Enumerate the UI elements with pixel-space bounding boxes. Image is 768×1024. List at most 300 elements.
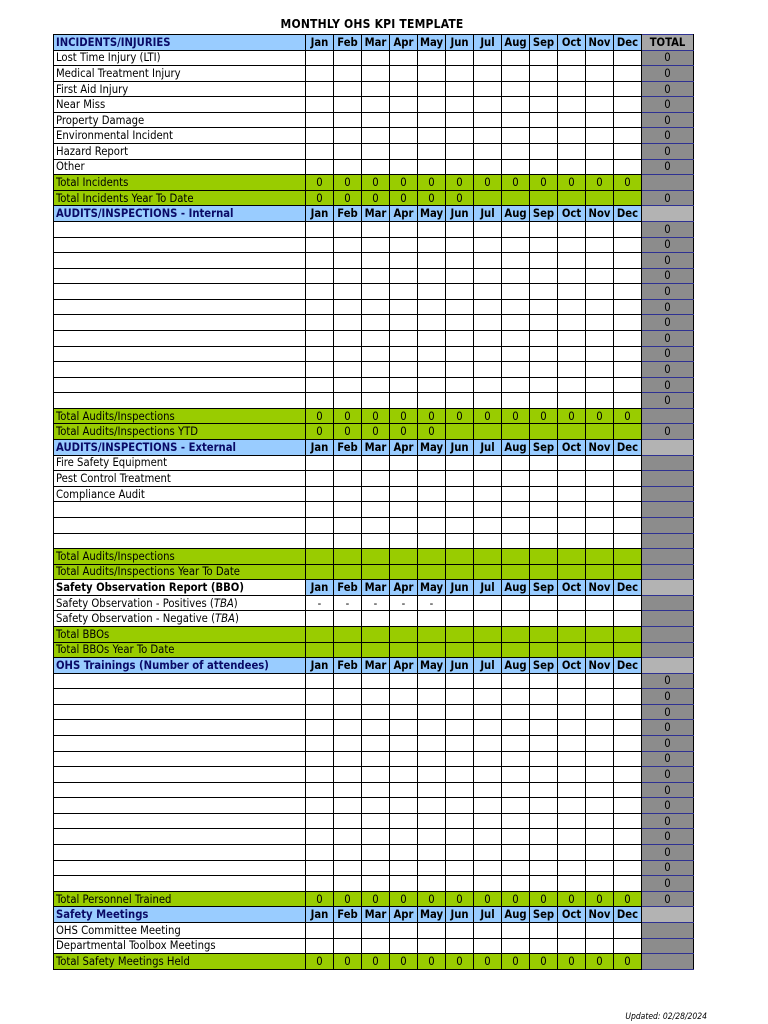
table-row xyxy=(54,829,694,845)
month-cell xyxy=(502,751,530,767)
table-row xyxy=(54,860,694,876)
month-cell xyxy=(306,299,334,315)
month-cell xyxy=(530,424,558,440)
month-cell: 0 xyxy=(474,891,502,907)
month-cell xyxy=(530,767,558,783)
month-cell xyxy=(502,595,530,611)
month-cell xyxy=(446,346,474,362)
month-header: Dec xyxy=(614,580,642,596)
month-cell xyxy=(362,736,390,752)
month-cell: - xyxy=(334,595,362,611)
row-label xyxy=(54,860,306,876)
month-cell xyxy=(334,704,362,720)
month-cell xyxy=(530,595,558,611)
total-cell xyxy=(642,533,694,549)
month-cell: 0 xyxy=(446,190,474,206)
month-cell xyxy=(362,346,390,362)
month-cell xyxy=(362,253,390,269)
month-cell xyxy=(530,549,558,565)
month-cell xyxy=(418,393,446,409)
table-row xyxy=(54,221,694,237)
month-cell xyxy=(390,845,418,861)
month-cell xyxy=(390,673,418,689)
row-label xyxy=(54,81,306,97)
month-cell xyxy=(586,330,614,346)
month-cell xyxy=(530,533,558,549)
month-cell xyxy=(418,268,446,284)
row-label xyxy=(54,408,306,424)
row-label xyxy=(54,502,306,518)
month-cell xyxy=(614,284,642,300)
row-label xyxy=(54,626,306,642)
month-cell xyxy=(306,284,334,300)
month-cell xyxy=(558,938,586,954)
month-cell: 0 xyxy=(306,190,334,206)
month-cell xyxy=(502,486,530,502)
total-cell: 0 xyxy=(642,112,694,128)
month-cell xyxy=(390,237,418,253)
month-cell xyxy=(474,673,502,689)
month-cell: 0 xyxy=(614,175,642,191)
month-cell: 0 xyxy=(586,954,614,970)
month-cell xyxy=(446,767,474,783)
month-cell xyxy=(390,346,418,362)
month-cell xyxy=(530,813,558,829)
month-cell xyxy=(418,346,446,362)
month-cell xyxy=(502,673,530,689)
month-cell: 0 xyxy=(530,891,558,907)
month-cell xyxy=(334,720,362,736)
month-cell xyxy=(390,626,418,642)
month-cell: 0 xyxy=(530,954,558,970)
month-cell xyxy=(502,829,530,845)
month-cell xyxy=(558,362,586,378)
month-cell xyxy=(614,159,642,175)
month-cell xyxy=(306,564,334,580)
month-cell xyxy=(586,813,614,829)
month-cell xyxy=(362,720,390,736)
month-cell xyxy=(306,330,334,346)
total-row xyxy=(54,626,694,642)
month-header: Aug xyxy=(502,907,530,923)
month-cell xyxy=(474,377,502,393)
month-cell xyxy=(474,860,502,876)
total-cell xyxy=(642,549,694,565)
month-header: Sep xyxy=(530,440,558,456)
month-cell xyxy=(558,813,586,829)
month-cell xyxy=(558,720,586,736)
month-header: Jun xyxy=(446,206,474,222)
row-label xyxy=(54,611,306,627)
month-cell: 0 xyxy=(418,175,446,191)
row-label-text: Pest Control Treatment xyxy=(56,471,171,485)
month-cell xyxy=(558,377,586,393)
month-cell xyxy=(586,673,614,689)
month-cell xyxy=(474,128,502,144)
month-cell xyxy=(446,81,474,97)
month-cell xyxy=(558,128,586,144)
total-cell: 0 xyxy=(642,66,694,82)
month-cell xyxy=(614,829,642,845)
month-header: May xyxy=(418,658,446,674)
table-row xyxy=(54,253,694,269)
section-header-row xyxy=(54,206,694,222)
month-cell xyxy=(614,144,642,160)
total-cell: 0 xyxy=(642,782,694,798)
row-label-text: Total Audits/Inspections YTD xyxy=(56,425,199,439)
table-row xyxy=(54,533,694,549)
month-cell xyxy=(558,517,586,533)
month-cell xyxy=(530,128,558,144)
month-cell xyxy=(362,767,390,783)
month-cell xyxy=(614,237,642,253)
total-cell: 0 xyxy=(642,144,694,160)
month-cell xyxy=(614,486,642,502)
month-cell xyxy=(502,611,530,627)
month-cell xyxy=(502,424,530,440)
total-row xyxy=(54,424,694,440)
month-cell xyxy=(586,112,614,128)
month-cell: 0 xyxy=(474,408,502,424)
month-cell xyxy=(362,159,390,175)
month-cell xyxy=(586,237,614,253)
month-cell xyxy=(362,533,390,549)
month-header: Apr xyxy=(390,35,418,51)
table-row xyxy=(54,50,694,66)
table-row xyxy=(54,845,694,861)
month-header: Sep xyxy=(530,907,558,923)
month-cell xyxy=(474,798,502,814)
month-cell xyxy=(446,720,474,736)
month-cell xyxy=(530,144,558,160)
month-cell xyxy=(614,782,642,798)
month-cell xyxy=(446,564,474,580)
month-cell: 0 xyxy=(614,408,642,424)
row-label-text: First Aid Injury xyxy=(56,82,129,96)
row-label xyxy=(54,954,306,970)
month-cell xyxy=(474,938,502,954)
month-cell xyxy=(306,938,334,954)
month-cell xyxy=(418,829,446,845)
month-cell xyxy=(446,798,474,814)
month-cell xyxy=(530,221,558,237)
month-cell xyxy=(446,689,474,705)
month-header: Jun xyxy=(446,658,474,674)
month-cell xyxy=(474,393,502,409)
table-row xyxy=(54,159,694,175)
month-cell xyxy=(558,782,586,798)
month-cell xyxy=(446,393,474,409)
month-cell xyxy=(446,486,474,502)
month-cell xyxy=(334,330,362,346)
month-cell xyxy=(502,268,530,284)
row-label xyxy=(54,315,306,331)
month-header: Dec xyxy=(614,206,642,222)
month-cell xyxy=(502,704,530,720)
month-cell xyxy=(446,611,474,627)
total-cell xyxy=(642,455,694,471)
month-cell xyxy=(586,533,614,549)
month-cell xyxy=(418,50,446,66)
month-cell xyxy=(446,455,474,471)
month-cell xyxy=(530,362,558,378)
month-cell xyxy=(558,81,586,97)
month-cell xyxy=(390,782,418,798)
month-cell xyxy=(446,876,474,892)
month-cell xyxy=(530,564,558,580)
month-cell xyxy=(306,673,334,689)
total-cell: 0 xyxy=(642,362,694,378)
month-cell xyxy=(362,128,390,144)
month-cell xyxy=(418,860,446,876)
month-cell xyxy=(614,393,642,409)
total-row xyxy=(54,954,694,970)
month-cell xyxy=(362,845,390,861)
row-label xyxy=(54,580,306,596)
month-cell xyxy=(390,704,418,720)
month-cell: 0 xyxy=(558,408,586,424)
month-cell xyxy=(530,673,558,689)
month-cell xyxy=(586,50,614,66)
month-cell xyxy=(558,922,586,938)
month-cell xyxy=(586,751,614,767)
month-cell: 0 xyxy=(334,424,362,440)
month-cell xyxy=(334,66,362,82)
month-cell xyxy=(362,798,390,814)
month-cell xyxy=(306,393,334,409)
month-cell xyxy=(586,190,614,206)
row-label xyxy=(54,190,306,206)
total-cell xyxy=(642,922,694,938)
row-label xyxy=(54,673,306,689)
month-cell xyxy=(362,549,390,565)
month-cell xyxy=(390,798,418,814)
month-cell xyxy=(474,97,502,113)
month-cell xyxy=(334,876,362,892)
table-row xyxy=(54,517,694,533)
month-cell xyxy=(558,860,586,876)
month-cell xyxy=(362,97,390,113)
table-row xyxy=(54,673,694,689)
row-label xyxy=(54,299,306,315)
month-cell xyxy=(306,876,334,892)
month-cell xyxy=(502,299,530,315)
month-cell xyxy=(502,564,530,580)
month-cell xyxy=(558,97,586,113)
row-label xyxy=(54,751,306,767)
month-cell xyxy=(530,860,558,876)
month-cell xyxy=(558,611,586,627)
month-cell xyxy=(530,284,558,300)
month-cell xyxy=(474,564,502,580)
month-cell xyxy=(586,315,614,331)
month-cell xyxy=(306,221,334,237)
month-cell xyxy=(474,190,502,206)
month-header: Apr xyxy=(390,907,418,923)
month-cell xyxy=(446,626,474,642)
month-cell xyxy=(530,922,558,938)
month-cell xyxy=(474,611,502,627)
month-cell xyxy=(530,455,558,471)
month-header: Jul xyxy=(474,35,502,51)
month-cell xyxy=(558,284,586,300)
month-cell xyxy=(418,330,446,346)
total-cell: 0 xyxy=(642,81,694,97)
month-cell: 0 xyxy=(306,424,334,440)
month-cell xyxy=(446,144,474,160)
month-header: Jun xyxy=(446,35,474,51)
month-cell xyxy=(558,159,586,175)
month-cell xyxy=(334,673,362,689)
month-cell xyxy=(306,642,334,658)
month-header: Oct xyxy=(558,440,586,456)
month-cell xyxy=(474,486,502,502)
month-cell xyxy=(586,860,614,876)
month-cell xyxy=(362,315,390,331)
month-cell xyxy=(530,751,558,767)
month-cell xyxy=(390,253,418,269)
month-cell xyxy=(530,689,558,705)
month-cell xyxy=(418,502,446,518)
month-cell xyxy=(474,720,502,736)
row-label-text: Lost Time Injury (LTI) xyxy=(56,51,161,65)
month-cell xyxy=(362,471,390,487)
month-cell xyxy=(446,330,474,346)
month-cell xyxy=(390,720,418,736)
month-cell xyxy=(362,362,390,378)
month-cell xyxy=(334,455,362,471)
month-cell xyxy=(558,268,586,284)
month-cell: 0 xyxy=(530,408,558,424)
month-cell xyxy=(390,517,418,533)
month-cell xyxy=(418,876,446,892)
month-cell xyxy=(446,128,474,144)
month-cell xyxy=(502,549,530,565)
month-cell xyxy=(446,533,474,549)
table-row xyxy=(54,128,694,144)
month-cell xyxy=(446,860,474,876)
total-cell: 0 xyxy=(642,860,694,876)
month-cell xyxy=(446,845,474,861)
month-cell xyxy=(306,471,334,487)
table-row xyxy=(54,751,694,767)
month-cell xyxy=(362,611,390,627)
updated-note: Updated: 02/28/2024 xyxy=(625,1012,707,1022)
month-cell xyxy=(418,315,446,331)
row-label-note: TBA xyxy=(213,596,234,610)
month-header: Oct xyxy=(558,35,586,51)
month-cell xyxy=(586,268,614,284)
month-cell xyxy=(390,736,418,752)
table-row xyxy=(54,346,694,362)
month-cell xyxy=(614,922,642,938)
month-cell xyxy=(474,253,502,269)
month-cell xyxy=(362,860,390,876)
month-cell xyxy=(334,564,362,580)
month-cell xyxy=(474,549,502,565)
month-cell xyxy=(614,751,642,767)
month-cell xyxy=(334,798,362,814)
month-cell xyxy=(446,595,474,611)
month-cell xyxy=(586,595,614,611)
month-cell xyxy=(334,736,362,752)
month-cell: 0 xyxy=(446,891,474,907)
month-cell xyxy=(614,424,642,440)
month-cell xyxy=(614,860,642,876)
month-cell xyxy=(446,736,474,752)
month-cell xyxy=(306,377,334,393)
month-cell xyxy=(502,66,530,82)
total-cell: 0 xyxy=(642,221,694,237)
table-row xyxy=(54,97,694,113)
month-cell xyxy=(502,253,530,269)
month-cell xyxy=(474,595,502,611)
month-cell xyxy=(306,813,334,829)
total-cell: 0 xyxy=(642,798,694,814)
total-cell: 0 xyxy=(642,689,694,705)
month-header: Jan xyxy=(306,440,334,456)
row-label-text: INCIDENTS/INJURIES xyxy=(56,35,171,49)
month-cell xyxy=(306,81,334,97)
month-header: Jan xyxy=(306,658,334,674)
row-label xyxy=(54,159,306,175)
month-cell xyxy=(474,829,502,845)
month-cell xyxy=(446,377,474,393)
page-title: MONTHLY OHS KPI TEMPLATE xyxy=(280,17,464,31)
month-header: Jun xyxy=(446,580,474,596)
month-cell xyxy=(530,938,558,954)
month-cell xyxy=(362,751,390,767)
month-cell xyxy=(502,221,530,237)
month-cell xyxy=(390,144,418,160)
month-cell xyxy=(586,564,614,580)
month-cell xyxy=(418,159,446,175)
month-cell xyxy=(446,112,474,128)
month-cell xyxy=(530,253,558,269)
month-cell xyxy=(474,144,502,160)
row-label xyxy=(54,144,306,160)
month-cell xyxy=(586,845,614,861)
total-row xyxy=(54,891,694,907)
month-cell xyxy=(446,938,474,954)
month-cell xyxy=(502,471,530,487)
total-cell xyxy=(642,580,694,596)
row-label xyxy=(54,66,306,82)
month-cell xyxy=(502,97,530,113)
month-cell xyxy=(362,237,390,253)
row-label-text: Property Damage xyxy=(56,113,145,127)
month-cell xyxy=(390,922,418,938)
month-cell xyxy=(362,330,390,346)
month-cell xyxy=(530,66,558,82)
total-cell xyxy=(642,206,694,222)
month-cell xyxy=(586,829,614,845)
month-cell xyxy=(474,455,502,471)
section-header-row xyxy=(54,35,694,51)
month-cell xyxy=(418,362,446,378)
month-header: May xyxy=(418,580,446,596)
month-cell xyxy=(474,813,502,829)
row-label xyxy=(54,907,306,923)
month-header: Nov xyxy=(586,206,614,222)
month-cell: 0 xyxy=(558,891,586,907)
month-cell xyxy=(390,642,418,658)
month-cell xyxy=(502,284,530,300)
row-label xyxy=(54,938,306,954)
month-cell xyxy=(446,237,474,253)
table-row xyxy=(54,455,694,471)
month-cell xyxy=(614,767,642,783)
